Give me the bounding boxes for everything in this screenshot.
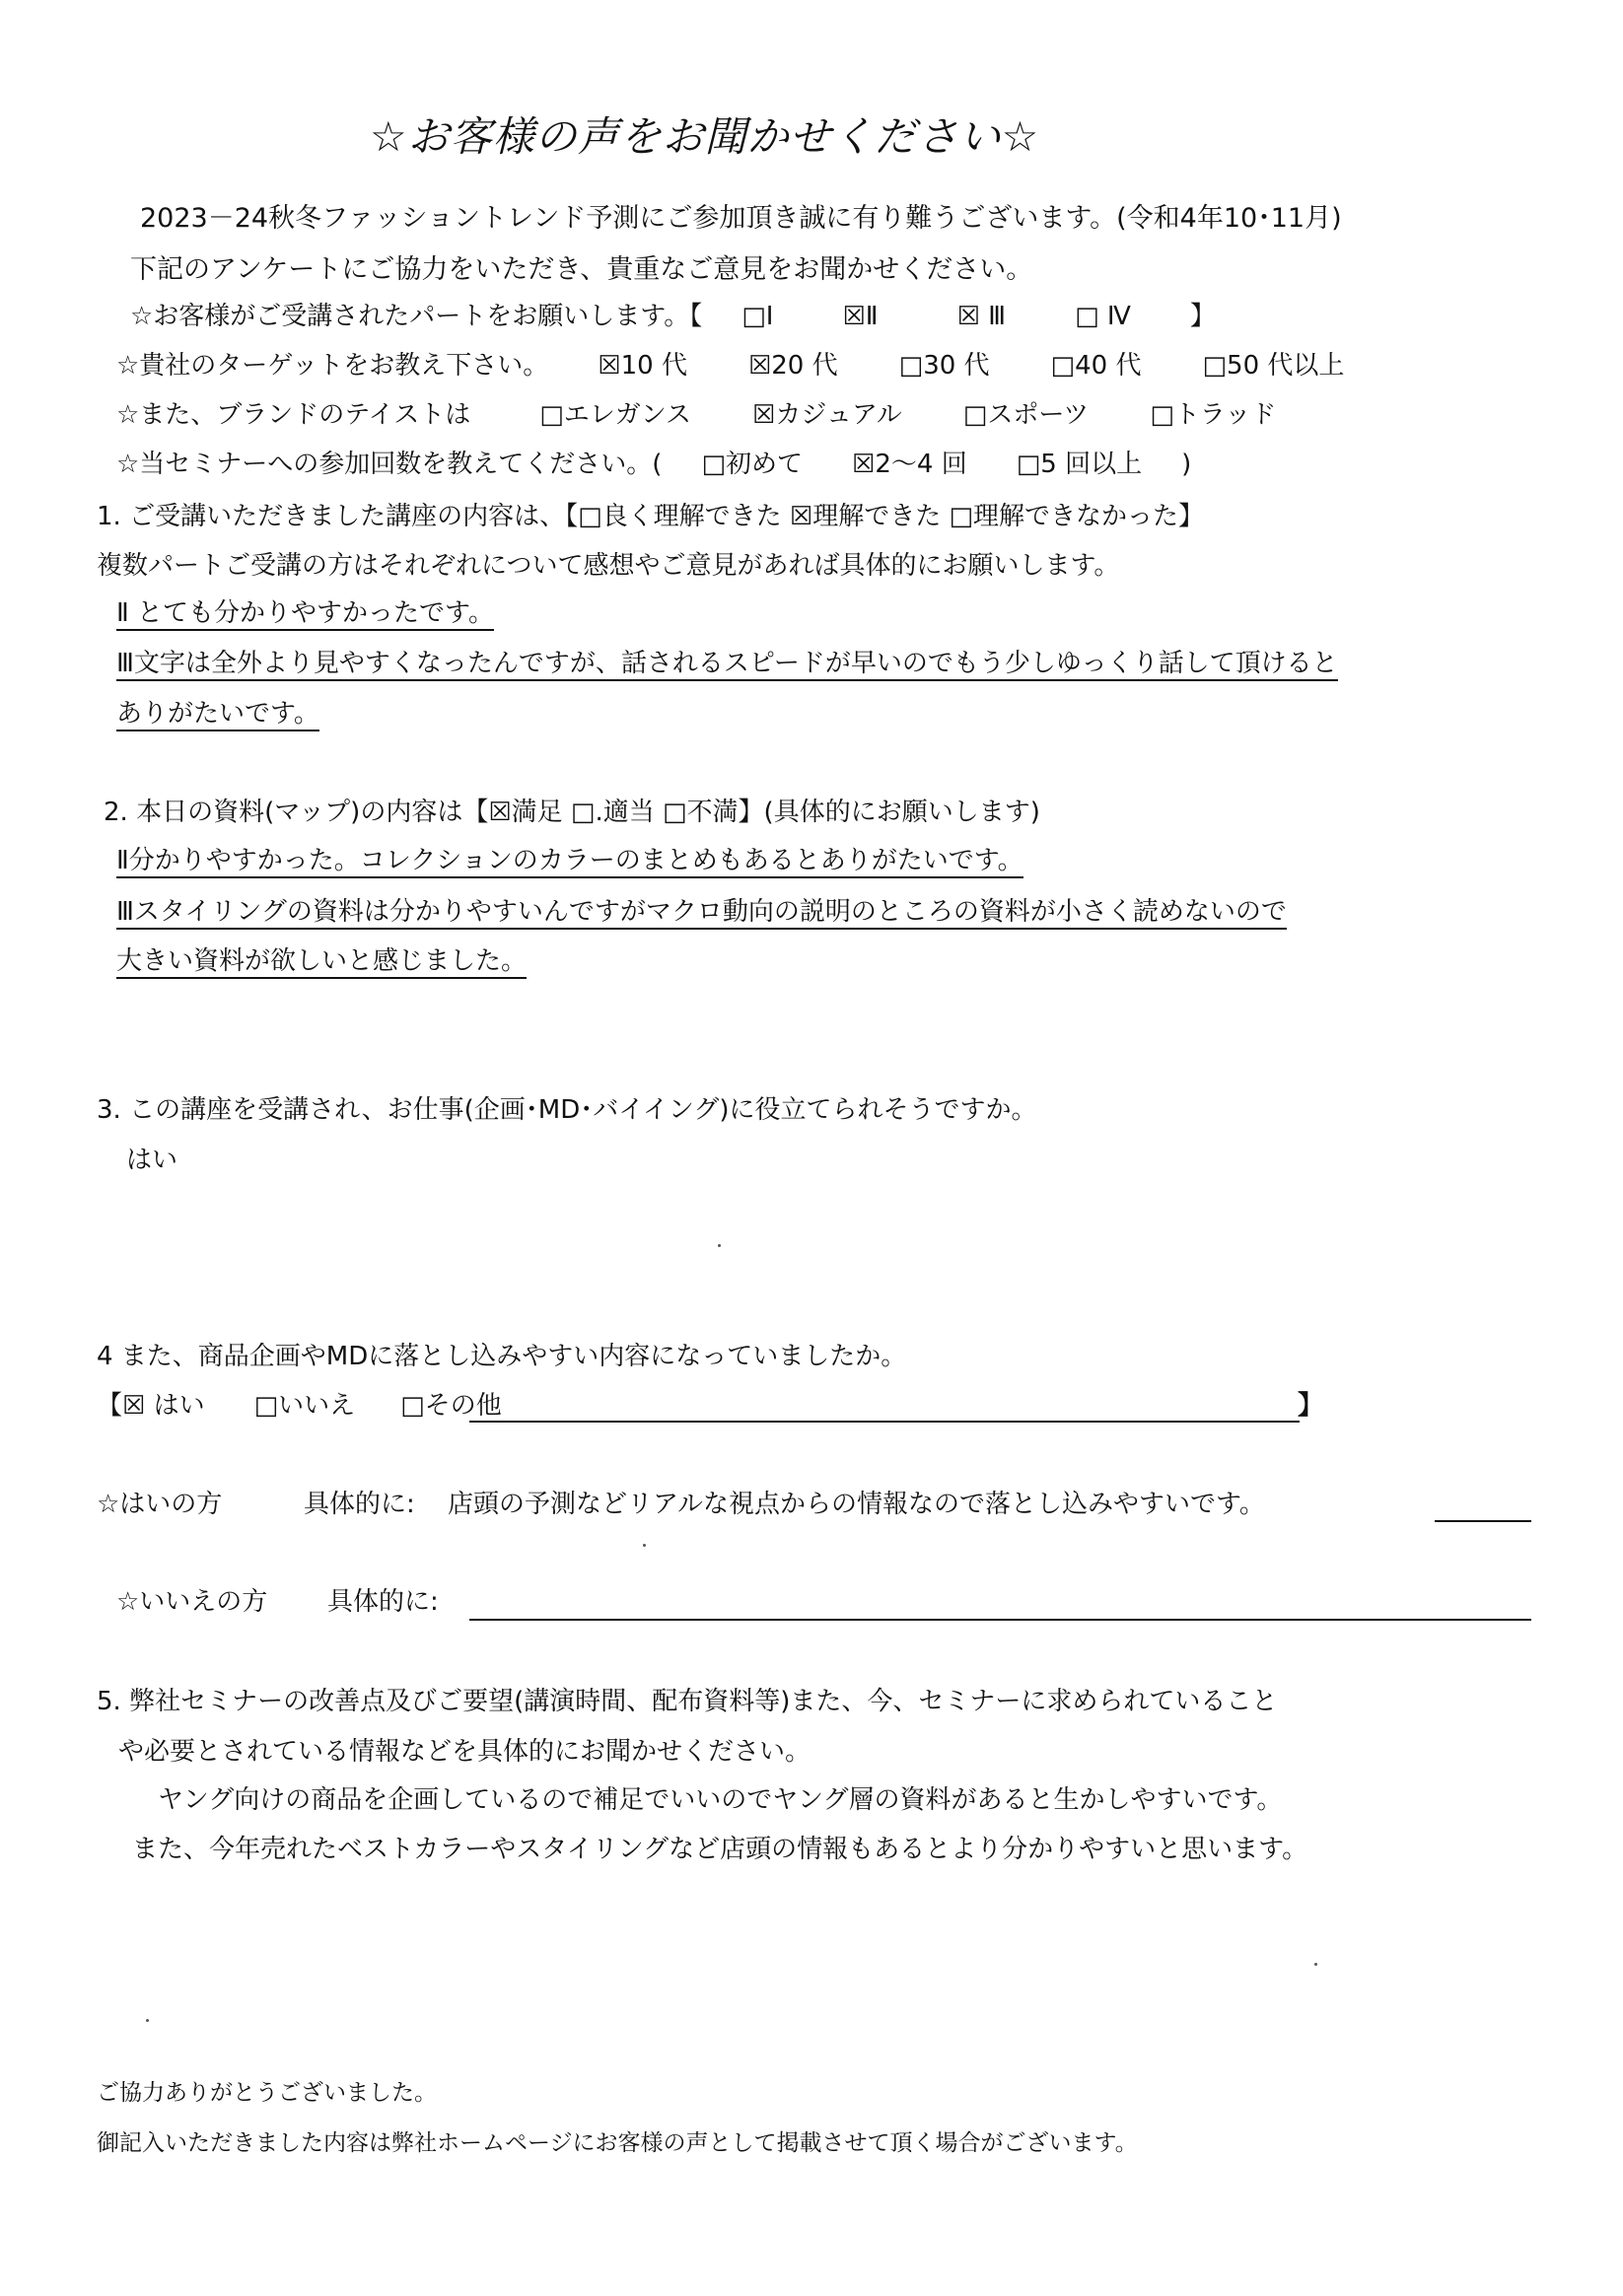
q5-question-line-2: や必要とされている情報などを具体的にお聞かせください。 bbox=[118, 1737, 812, 1767]
q4-yes-answer: 店頭の予測などリアルな視点からの情報なので落とし込みやすいです。 bbox=[448, 1490, 1265, 1519]
q4-options-row bbox=[97, 1393, 502, 1419]
parts-question: ☆お客様がご受講されたパートをお願いします。【 bbox=[130, 302, 703, 331]
q3-question: 3. この講座を受講され、お仕事(企画･MD･バイイング)に役立てられそうですか。 bbox=[97, 1095, 1037, 1125]
attendance-question: ☆当セミナーへの参加回数を教えてください。( bbox=[116, 450, 663, 479]
q4-other-answer-line[interactable] bbox=[469, 1421, 1300, 1423]
target-row bbox=[116, 353, 1344, 379]
target-30s-checkbox[interactable]: □30 代 bbox=[898, 351, 990, 381]
q5-question-line-1: 5. 弊社セミナーの改善点及びご要望(講演時間、配布資料等)また、今、セミナーに求められていること bbox=[97, 1687, 1278, 1716]
attendance-2to4-checkbox[interactable]: ☒2～4 回 bbox=[852, 450, 967, 479]
q4-no-answer-line[interactable] bbox=[469, 1619, 1531, 1621]
part-3-checkbox[interactable]: ☒ Ⅲ bbox=[956, 302, 1007, 331]
q4-no-label: ☆いいえの方 bbox=[116, 1587, 268, 1617]
attendance-first-checkbox[interactable]: □初めて bbox=[701, 450, 804, 479]
parts-close: 】 bbox=[1189, 302, 1216, 331]
taste-question: ☆また、ブランドのテイストは bbox=[116, 400, 471, 430]
q4-question: 4 また、商品企画やMDに落とし込みやすい内容になっていましたか。 bbox=[97, 1342, 907, 1371]
q1-subtext: 複数パートご受講の方はそれぞれについて感想やご意見があれば具体的にお願いします。 bbox=[97, 551, 1120, 581]
q4-yes-answer-line[interactable] bbox=[1435, 1520, 1531, 1522]
scan-speck bbox=[718, 1244, 721, 1247]
part-2-checkbox[interactable]: ☒Ⅱ bbox=[842, 302, 879, 331]
q1-answer-3: ありがたいです。 bbox=[116, 701, 319, 731]
intro-line-2: 下記のアンケートにご協力をいただき、貴重なご意見をお聞かせください。 bbox=[130, 254, 1033, 285]
scan-speck bbox=[1314, 1963, 1317, 1966]
page-title: ☆お客様の声をお聞かせください☆ bbox=[370, 112, 1040, 161]
scan-speck bbox=[146, 2019, 149, 2022]
q4-no-checkbox[interactable]: □いいえ bbox=[253, 1391, 356, 1421]
q4-no-prefix: 具体的に: bbox=[327, 1587, 439, 1617]
intro-line-1: 2023－24秋冬ファッショントレンド予測にご参加頂き誠に有り難うございます。(令和4年10･11月) bbox=[140, 203, 1342, 234]
footer-notice: 御記入いただきました内容は弊社ホームページにお客様の声として掲載させて頂く場合がございます。 bbox=[97, 2130, 1138, 2156]
taste-casual-checkbox[interactable]: ☒カジュアル bbox=[752, 400, 902, 430]
target-50s-checkbox[interactable]: □50 代以上 bbox=[1202, 351, 1345, 381]
q4-yes-label: ☆はいの方 bbox=[97, 1490, 223, 1519]
q1-question: 1. ご受講いただきました講座の内容は、【□良く理解できた ☒理解できた □理解できなかった】 bbox=[97, 502, 1205, 531]
scan-speck bbox=[643, 1544, 646, 1547]
taste-trad-checkbox[interactable]: □トラッド bbox=[1150, 400, 1277, 430]
part-4-checkbox[interactable]: □ Ⅳ bbox=[1075, 302, 1131, 331]
q4-options-close: 】 bbox=[1298, 1391, 1324, 1421]
q5-answer-line-1: ヤング向けの商品を企画しているので補足でいいのでヤング層の資料があると生かしやすいです。 bbox=[158, 1785, 1283, 1815]
q2-question: 2. 本日の資料(マップ)の内容は【☒満足 □.適当 □不満】(具体的にお願いします) bbox=[104, 798, 1040, 827]
parts-row bbox=[130, 304, 1216, 329]
target-20s-checkbox[interactable]: ☒20 代 bbox=[747, 351, 838, 381]
attendance-row bbox=[116, 452, 1191, 477]
target-question: ☆貴社のターゲットをお教え下さい。 bbox=[116, 351, 549, 381]
q4-yes-checkbox[interactable]: 【☒ はい bbox=[97, 1391, 205, 1421]
attendance-5plus-checkbox[interactable]: □5 回以上 bbox=[1016, 450, 1143, 479]
q1-answer-1: Ⅱ とても分かりやすかったです。 bbox=[116, 600, 494, 631]
target-40s-checkbox[interactable]: □40 代 bbox=[1050, 351, 1142, 381]
q2-answer-1: Ⅱ分かりやすかった。コレクションのカラーのまとめもあるとありがたいです。 bbox=[116, 848, 1023, 878]
footer-thanks: ご協力ありがとうございました。 bbox=[97, 2080, 437, 2106]
q4-other-checkbox[interactable]: □その他 bbox=[400, 1391, 502, 1421]
q2-answer-2: Ⅲスタイリングの資料は分かりやすいんですがマクロ動向の説明のところの資料が小さく読めないので bbox=[116, 899, 1287, 930]
q1-answer-2: Ⅲ文字は全外より見やすくなったんですが、話されるスピードが早いのでもう少しゆっくり話して頂けると bbox=[116, 651, 1338, 681]
part-1-checkbox[interactable]: □Ⅰ bbox=[741, 302, 774, 331]
taste-sports-checkbox[interactable]: □スポーツ bbox=[962, 400, 1090, 430]
q2-answer-3: 大きい資料が欲しいと感じました。 bbox=[116, 948, 527, 979]
taste-elegance-checkbox[interactable]: □エレガンス bbox=[539, 400, 692, 430]
target-10s-checkbox[interactable]: ☒10 代 bbox=[598, 351, 687, 381]
taste-row bbox=[116, 402, 1276, 428]
attendance-close: ) bbox=[1181, 450, 1192, 479]
q5-answer-line-2: また、今年売れたベストカラーやスタイリングなど店頭の情報もあるとより分かりやすいと思います。 bbox=[132, 1835, 1308, 1864]
q4-yes-prefix: 具体的に: bbox=[304, 1490, 415, 1519]
q3-answer: はい bbox=[126, 1146, 178, 1175]
